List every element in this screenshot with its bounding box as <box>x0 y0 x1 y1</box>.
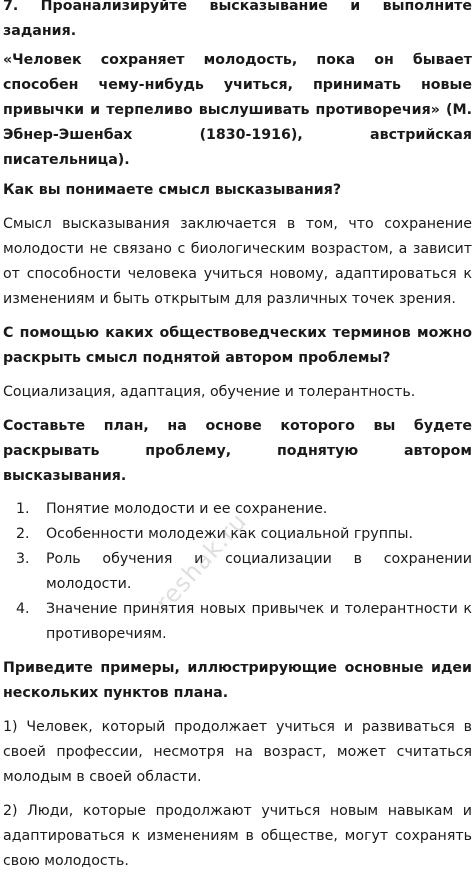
plan-item <box>3 597 472 647</box>
plan-item <box>3 497 472 522</box>
question-3-title: Составьте план, на основе которого вы будете раскрывать проблему, поднятую автором высказывания. <box>3 418 472 484</box>
question-1-answer: Смысл высказывания заключается в том, что сохранение молодости не связано с биологическим возрастом, а зависит от способности человека учиться новому, адаптироваться к изменениям и быть открытым для различных точек зрения. <box>3 216 472 307</box>
plan-item-text: Значение принятия новых привычек и толерантности к противоречиям. <box>46 601 472 642</box>
plan-item-number: 4. <box>16 601 30 617</box>
plan-item <box>3 547 472 597</box>
question-4-title: Приведите примеры, иллюстрирующие основные идеи нескольких пунктов плана. <box>3 660 472 701</box>
plan-item-text: Роль обучения и социализации в сохранении молодости. <box>46 551 472 592</box>
example-2: 2) Люди, которые продолжают учиться новым навыкам и адаптироваться к изменениям в обществе, могут сохранять свою молодость. <box>3 803 472 869</box>
plan-item-number: 1. <box>16 501 30 517</box>
question-2-title: С помощью каких обществоведческих терминов можно раскрыть смысл поднятой автором проблемы? <box>3 325 472 366</box>
quote-text: «Человек сохраняет молодость, пока он бывает способен чему-нибудь учиться, принимать новые привычки и терпеливо выслушивать противоречия» (М. Эбнер-Эшенбах (1830-1916), австрийская писательница). <box>3 52 472 168</box>
plan-item-text: Особенности молодежи как социальной группы. <box>46 526 413 542</box>
task-title: 7. Проанализируйте высказывание и выполните задания. <box>3 0 472 39</box>
watermark: reshak.ru <box>150 507 253 617</box>
plan-item <box>3 522 472 547</box>
plan-item-number: 3. <box>16 551 30 567</box>
plan-item-text: Понятие молодости и ее сохранение. <box>46 501 328 517</box>
plan-item-number: 2. <box>16 526 30 542</box>
question-2-answer: Социализация, адаптация, обучение и толерантность. <box>3 384 416 400</box>
plan-list <box>3 497 472 647</box>
example-1: 1) Человек, который продолжает учиться и развиваться в своей профессии, несмотря на возраст, может считаться молодым в своей области. <box>3 719 472 785</box>
question-1-title: Как вы понимаете смысл высказывания? <box>3 182 342 198</box>
